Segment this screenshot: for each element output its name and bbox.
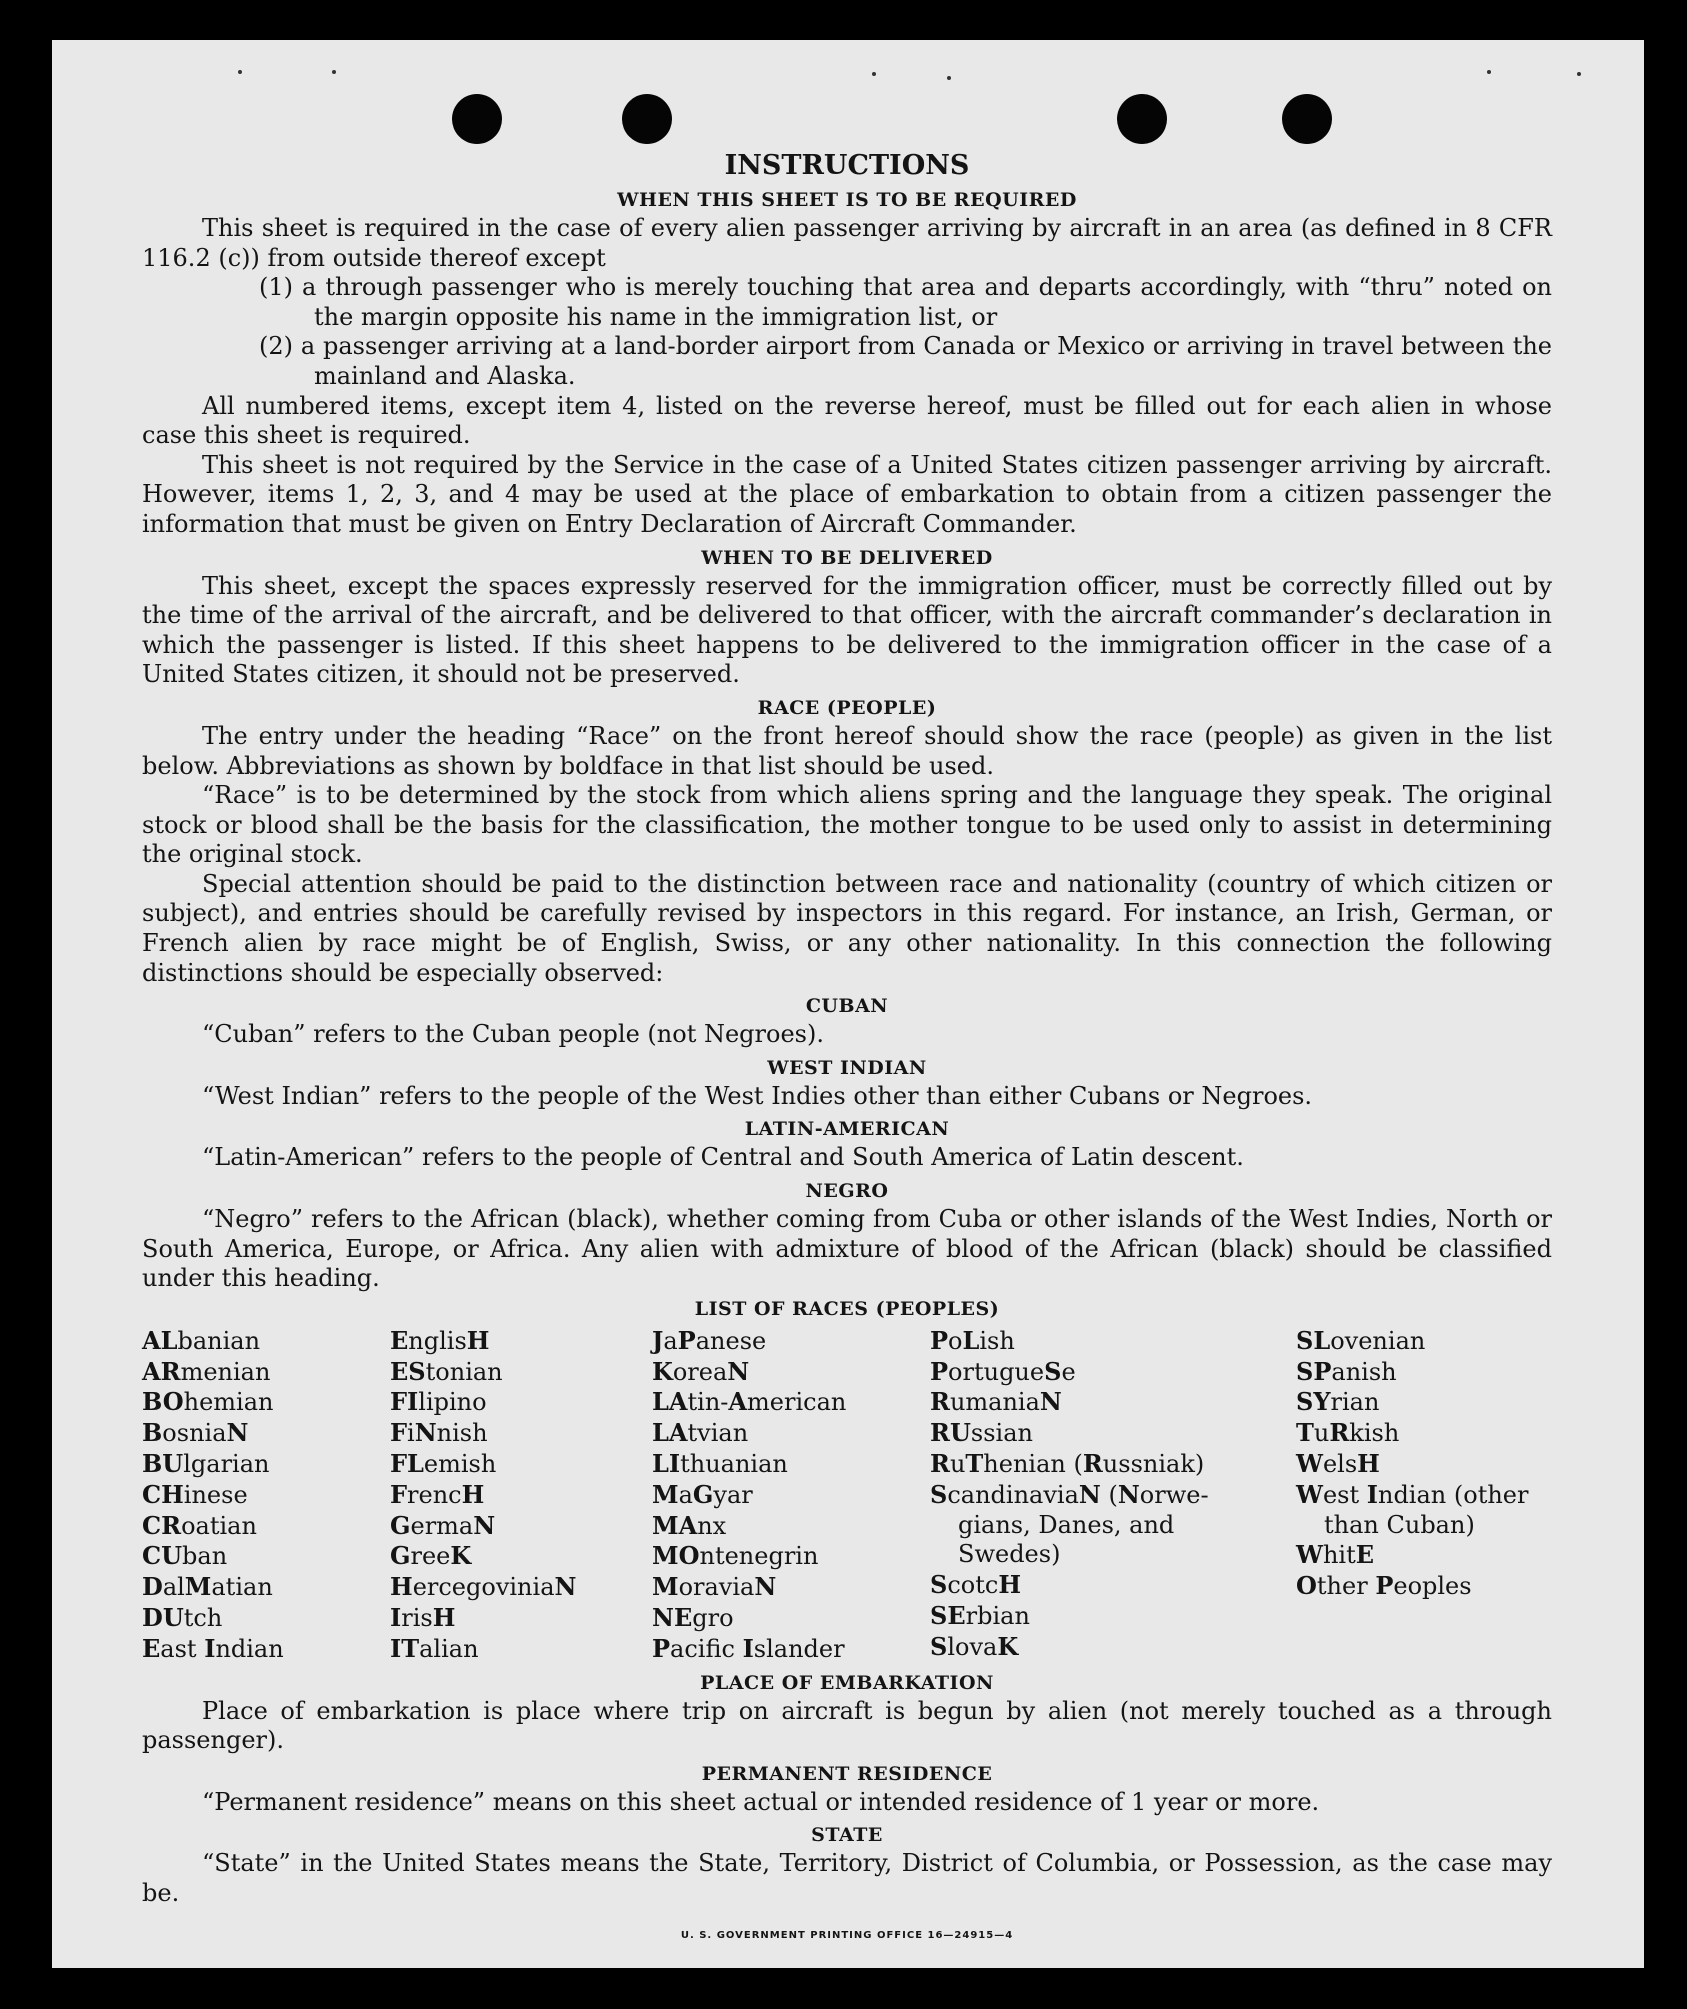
race-entry: RuThenian (Russniak) — [930, 1449, 1205, 1478]
heading-west-indian: WEST INDIAN — [767, 1056, 927, 1079]
race-entry: MoraviaN — [652, 1572, 777, 1602]
page-title: INSTRUCTIONS — [724, 150, 970, 181]
heading-residence: PERMANENT RESIDENCE — [701, 1762, 993, 1785]
paragraph: Place of embarkation is place where trip on aircraft is begun by alien (not merely touched as a through passenger). — [142, 1696, 1552, 1755]
race-entry: MaGyar — [652, 1479, 753, 1509]
heading-list-of-races: LIST OF RACES (PEOPLES) — [694, 1297, 1000, 1320]
heading-required: WHEN THIS SHEET IS TO BE REQUIRED — [617, 189, 1077, 211]
paragraph: “Cuban” refers to the Cuban people (not Negroes). — [202, 1020, 824, 1049]
race-entry: KoreaN — [652, 1356, 750, 1386]
race-entry: LAtin-American — [652, 1387, 847, 1417]
speck — [238, 70, 242, 74]
race-entry: ITalian — [390, 1633, 479, 1663]
race-entry: BOhemian — [142, 1387, 274, 1417]
race-entry: PoLish — [930, 1325, 1015, 1355]
races-column — [930, 1326, 1296, 1665]
race-entry: TuRkish — [1296, 1418, 1400, 1448]
document-sheet — [52, 40, 1644, 1968]
race-entry: EStonian — [390, 1356, 503, 1386]
race-entry: LAtvian — [652, 1418, 749, 1448]
race-entry: ScandinaviaN (Norwe- — [930, 1479, 1209, 1509]
race-entry: RumaniaN — [930, 1387, 1062, 1417]
heading-race: RACE (PEOPLE) — [757, 696, 937, 719]
race-entry: HercegoviniaN — [390, 1572, 577, 1602]
race-entry: Pacific Islander — [652, 1633, 845, 1663]
race-entry: IrisH — [390, 1602, 456, 1632]
race-entry: WhitE — [1296, 1540, 1375, 1570]
paragraph: This sheet is not required by the Service in the case of a United States citizen passenger arriving by aircraft. However, items 1, 2, 3, and 4 may be used at the place of embarkation to obtain from a citizen passenger the information that must be given on Entry Declaration of Aircraft Commander. — [142, 450, 1552, 538]
heading-negro: NEGRO — [805, 1180, 889, 1203]
race-entry: WelsH — [1296, 1449, 1380, 1478]
speck — [947, 76, 951, 80]
paragraph: This sheet, except the spaces expressly reserved for the immigration officer, must be correctly filled out by the time of the arrival of the aircraft, and be delivered to that officer, with the aircraft commander’s declaration in which the passenger is listed. If this sheet happens to be delivered to the immigration officer in the case of a United States citizen, it should not be preserved. — [142, 571, 1552, 689]
race-entry: DalMatian — [142, 1572, 273, 1602]
race-entry: BUlgarian — [142, 1449, 270, 1478]
race-entry: East Indian — [142, 1633, 284, 1663]
race-entry: NEgro — [652, 1602, 734, 1632]
race-entry: LIthuanian — [652, 1449, 788, 1478]
heading-cuban: CUBAN — [805, 995, 889, 1018]
races-column — [142, 1326, 390, 1665]
race-entry: CHinese — [142, 1479, 248, 1509]
paragraph: All numbered items, except item 4, listed on the reverse hereof, must be filled out for each alien in whose case this sheet is required. — [142, 391, 1552, 450]
race-entry: FrencH — [390, 1479, 485, 1509]
race-entry: West Indian (other — [1296, 1479, 1529, 1509]
race-entry: ScotcH — [930, 1570, 1022, 1600]
paragraph: The entry under the heading “Race” on the front hereof should show the race (people) as given in the list below. Abbreviations as shown by boldface in that list should be used. — [142, 721, 1552, 780]
race-entry: JaPanese — [652, 1325, 767, 1355]
races-column — [390, 1326, 652, 1665]
paragraph: Special attention should be paid to the distinction between race and nationality (country of which citizen or subject), and entries should be carefully revised by inspectors in this regard. For instance, an Irish, German, or French alien by race might be of English, Swiss, or any other nationality. In this connection the following distinctions should be especially observed: — [142, 869, 1552, 987]
race-entry: PortugueSe — [930, 1356, 1076, 1386]
race-entry: than Cuban) — [1324, 1510, 1475, 1539]
race-entry: RUssian — [930, 1418, 1033, 1448]
speck — [332, 70, 336, 74]
race-entry: EnglisH — [390, 1325, 490, 1355]
race-entry: Other Peoples — [1296, 1571, 1472, 1601]
race-entry: CUban — [142, 1541, 228, 1571]
heading-latin-american: LATIN-AMERICAN — [744, 1118, 950, 1141]
race-entry: SPanish — [1296, 1356, 1397, 1386]
race-entry: ALbanian — [142, 1325, 261, 1355]
heading-embarkation: PLACE OF EMBARKATION — [700, 1671, 994, 1694]
race-entry: SErbian — [930, 1600, 1030, 1630]
race-entry: DUtch — [142, 1602, 223, 1632]
race-entry: SLovenian — [1296, 1325, 1426, 1355]
printer-imprint: U. S. GOVERNMENT PRINTING OFFICE 16—24915—4 — [680, 1929, 1014, 1941]
races-list — [142, 1326, 1552, 1665]
race-entry: SlovaK — [930, 1631, 1019, 1661]
paragraph: “Negro” refers to the African (black), whether coming from Cuba or other islands of the West Indies, North or South America, Europe, or Africa. Any alien with admixture of blood of the African (black) should be classified under this heading. — [142, 1205, 1552, 1293]
paragraph: This sheet is required in the case of every alien passenger arriving by aircraft in an area (as defined in 8 CFR 116.2 (c)) from outside thereof except — [142, 214, 1552, 272]
race-entry: GreeK — [390, 1541, 472, 1571]
race-entry: FIlipino — [390, 1387, 487, 1417]
race-entry: CRoatian — [142, 1510, 257, 1540]
race-entry: SYrian — [1296, 1387, 1380, 1417]
races-column — [1296, 1326, 1552, 1665]
document-body — [142, 110, 1552, 1950]
race-entry: FiNnish — [390, 1418, 488, 1448]
race-entry: FLemish — [390, 1449, 497, 1478]
list-item: (1) a through passenger who is merely touching that area and departs accordingly, with “thru” noted on the margin opposite his name in the immigration list, or — [259, 273, 1552, 331]
paragraph: “Latin-American” refers to the people of Central and South America of Latin descent. — [202, 1143, 1244, 1172]
speck — [1487, 70, 1491, 74]
race-entry: BosniaN — [142, 1418, 249, 1448]
heading-state: STATE — [811, 1824, 883, 1847]
paragraph: “West Indian” refers to the people of the West Indies other than either Cubans or Negroes. — [202, 1081, 1313, 1110]
race-entry: MOntenegrin — [652, 1541, 819, 1571]
race-entry: GermaN — [390, 1510, 496, 1540]
paragraph: “Permanent residence” means on this sheet actual or intended residence of 1 year or more. — [202, 1787, 1320, 1816]
paragraph: “Race” is to be determined by the stock from which aliens spring and the language they speak. The original stock or blood shall be the basis for the classification, the mother tongue to be used only to assist in determining the original stock. — [142, 781, 1552, 869]
race-entry: gians, Danes, and — [958, 1510, 1175, 1539]
race-entry: Swedes) — [958, 1540, 1061, 1569]
race-entry: MAnx — [652, 1510, 727, 1540]
speck — [872, 72, 876, 76]
list-item: (2) a passenger arriving at a land-border airport from Canada or Mexico or arriving in travel between the mainland and Alaska. — [259, 332, 1552, 390]
race-entry: ARmenian — [142, 1356, 271, 1386]
paragraph: “State” in the United States means the State, Territory, District of Columbia, or Possession, as the case may be. — [142, 1849, 1552, 1907]
races-column — [652, 1326, 930, 1665]
speck — [1577, 72, 1581, 76]
heading-delivered: WHEN TO BE DELIVERED — [701, 546, 993, 569]
